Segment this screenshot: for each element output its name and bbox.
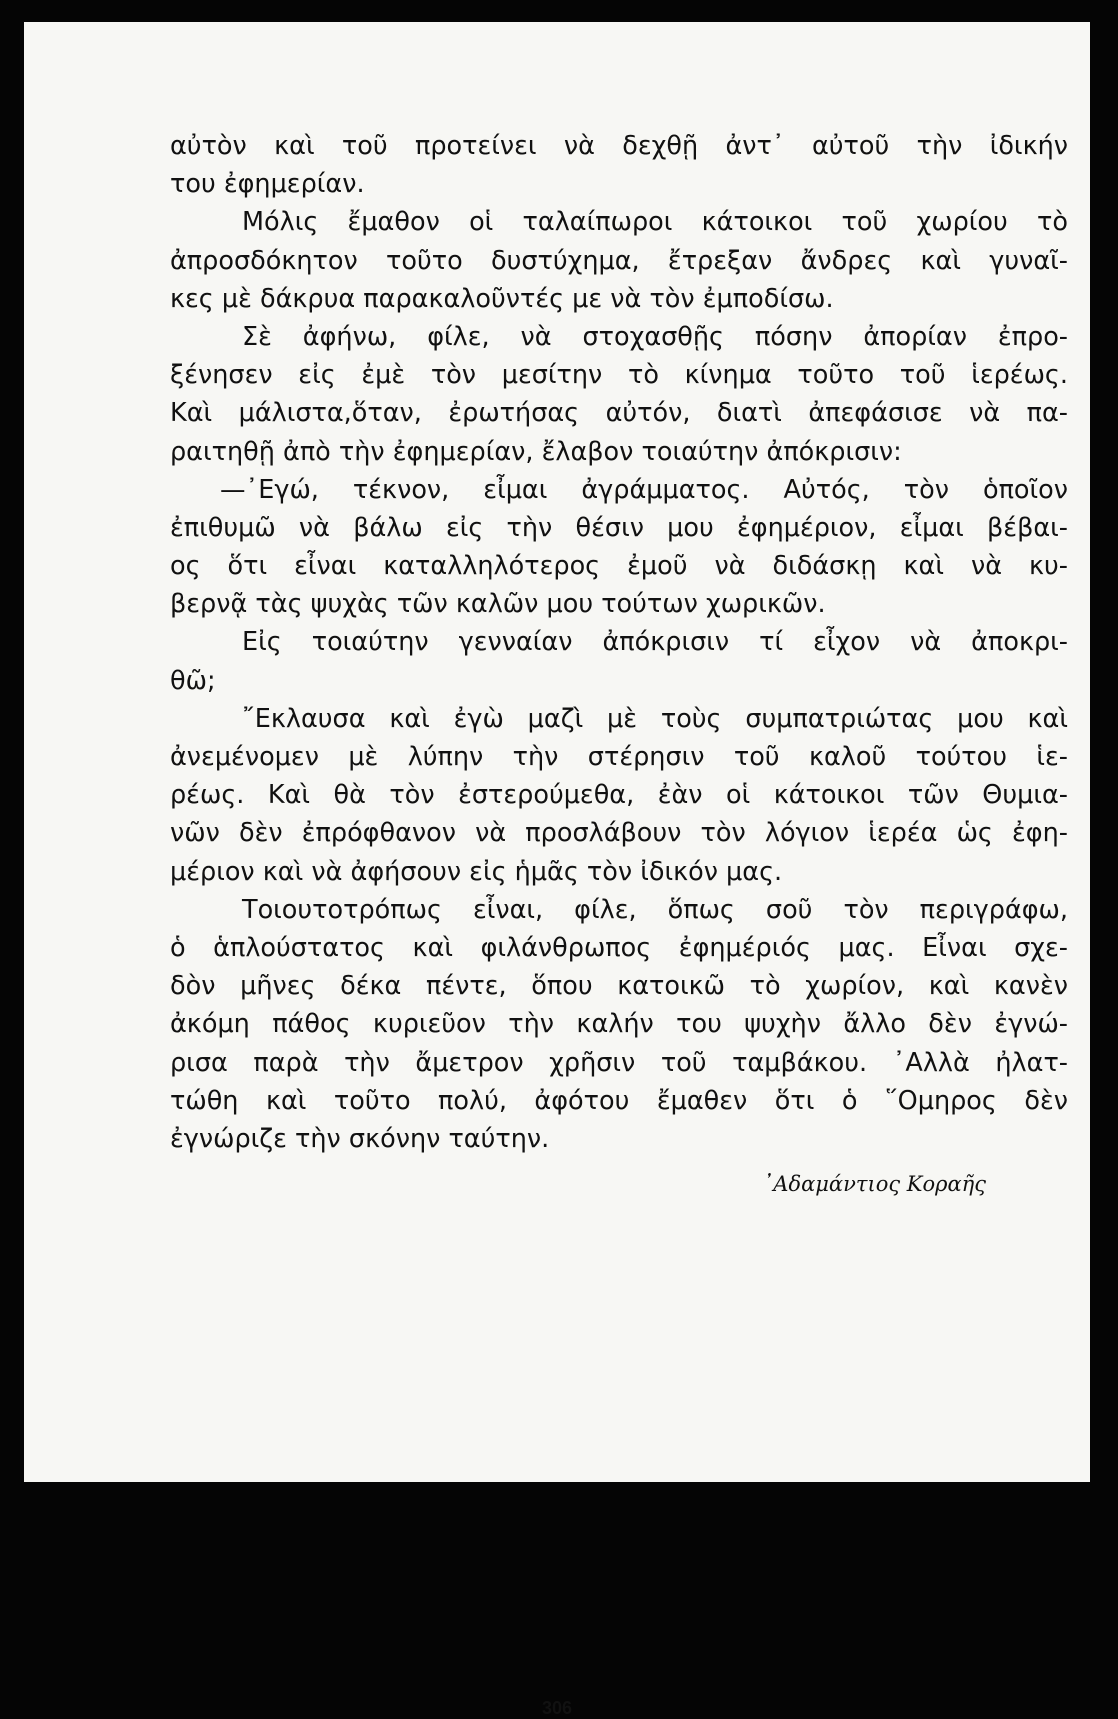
- text-line: ἀνεμένομεν μὲ λύπην τὴν στέρησιν τοῦ καλοῦ τούτου ἱε-: [170, 742, 1068, 772]
- text-line: ἀπροσδόκητον τοῦτο δυστύχημα, ἔτρεξαν ἄνδρες καὶ γυναῖ-: [170, 245, 1068, 276]
- text-line: ἐγνώριζε τὴν σκόνην ταύτην.: [170, 1123, 550, 1154]
- text-line: Μόλις ἔμαθον οἱ ταλαίπωροι κάτοικοι τοῦ χωρίου τὸ: [242, 207, 1068, 238]
- text-line: αὐτὸν καὶ τοῦ προτείνει νὰ δεχθῇ ἀντ᾽ αὐτοῦ τὴν ἰδικήν: [170, 131, 1068, 161]
- text-line: ος ὅτι εἶναι καταλληλότερος ἐμοῦ νὰ διδάσκῃ καὶ νὰ κυ-: [170, 551, 1068, 582]
- text-line: ξένησεν εἰς ἐμὲ τὸν μεσίτην τὸ κίνημα τοῦτο τοῦ ἱερέως.: [170, 360, 1068, 391]
- text-line: Τοιουτοτρόπως εἶναι, φίλε, ὅπως σοῦ τὸν περιγράφω,: [242, 894, 1068, 925]
- text-line: δὸν μῆνες δέκα πέντε, ὅπου κατοικῶ τὸ χωρίον, καὶ κανὲν: [170, 971, 1068, 1002]
- text-line: ὁ ἁπλούστατος καὶ φιλάνθρωπος ἐφημέριός μας. Εἶναι σχε-: [170, 932, 1068, 963]
- text-line: του ἐφημερίαν.: [170, 169, 365, 200]
- text-line: ῎Εκλαυσα καὶ ἐγὼ μαζὶ μὲ τοὺς συμπατριώτας μου καὶ: [242, 703, 1068, 734]
- book-page: [24, 22, 1090, 1718]
- text-line: θῶ;: [170, 665, 216, 696]
- text-line: ραιτηθῇ ἀπὸ τὴν ἐφημερίαν, ἔλαβον τοιαύτην ἀπόκρισιν:: [170, 436, 902, 467]
- text-line: Σὲ ἀφήνω, φίλε, νὰ στοχασθῇς πόσην ἀπορίαν ἐπρο-: [242, 321, 1068, 352]
- text-line: κες μὲ δάκρυα παρακαλοῦντές με νὰ τὸν ἐμποδίσω.: [170, 283, 834, 314]
- text-line: Εἰς τοιαύτην γενναίαν ἀπόκρισιν τί εἶχον νὰ ἀποκρι-: [242, 627, 1068, 658]
- author-signature: ᾽Αδαμάντιος Κοραῆς: [762, 1172, 986, 1196]
- text-line: τώθη καὶ τοῦτο πολύ, ἀφότου ἔμαθεν ὅτι ὁ ῞Ομηρος δὲν: [170, 1085, 1068, 1116]
- text-line: Καὶ μάλιστα,ὅταν, ἐρωτήσας αὐτόν, διατὶ ἀπεφάσισε νὰ πα-: [170, 398, 1068, 429]
- text-line: —᾽Εγώ, τέκνον, εἶμαι ἀγράμματος. Αὐτός, τὸν ὁποῖον: [220, 474, 1068, 505]
- text-line: νῶν δὲν ἐπρόφθανον νὰ προσλάβουν τὸν λόγιον ἱερέα ὡς ἐφη-: [170, 818, 1068, 849]
- text-line: ἀκόμη πάθος κυριεῦον τὴν καλήν του ψυχὴν ἄλλο δὲν ἐγνώ-: [170, 1009, 1068, 1040]
- text-line: ἐπιθυμῶ νὰ βάλω εἰς τὴν θέσιν μου ἐφημέριον, εἶμαι βέβαι-: [170, 512, 1068, 543]
- text-line: ρισα παρὰ τὴν ἄμετρον χρῆσιν τοῦ ταμβάκου. ᾽Αλλὰ ἠλατ-: [170, 1047, 1068, 1078]
- text-line: βερνᾷ τὰς ψυχὰς τῶν καλῶν μου τούτων χωρικῶν.: [170, 589, 826, 620]
- text-line: ρέως. Καὶ θὰ τὸν ἐστερούμεθα, ἐὰν οἱ κάτοικοι τῶν Θυμια-: [170, 780, 1068, 811]
- body-text: [170, 127, 1068, 1158]
- text-line: μέριον καὶ νὰ ἀφήσουν εἰς ἡμᾶς τὸν ἰδικόν μας.: [170, 856, 783, 887]
- page-number: 306: [541, 1698, 573, 1718]
